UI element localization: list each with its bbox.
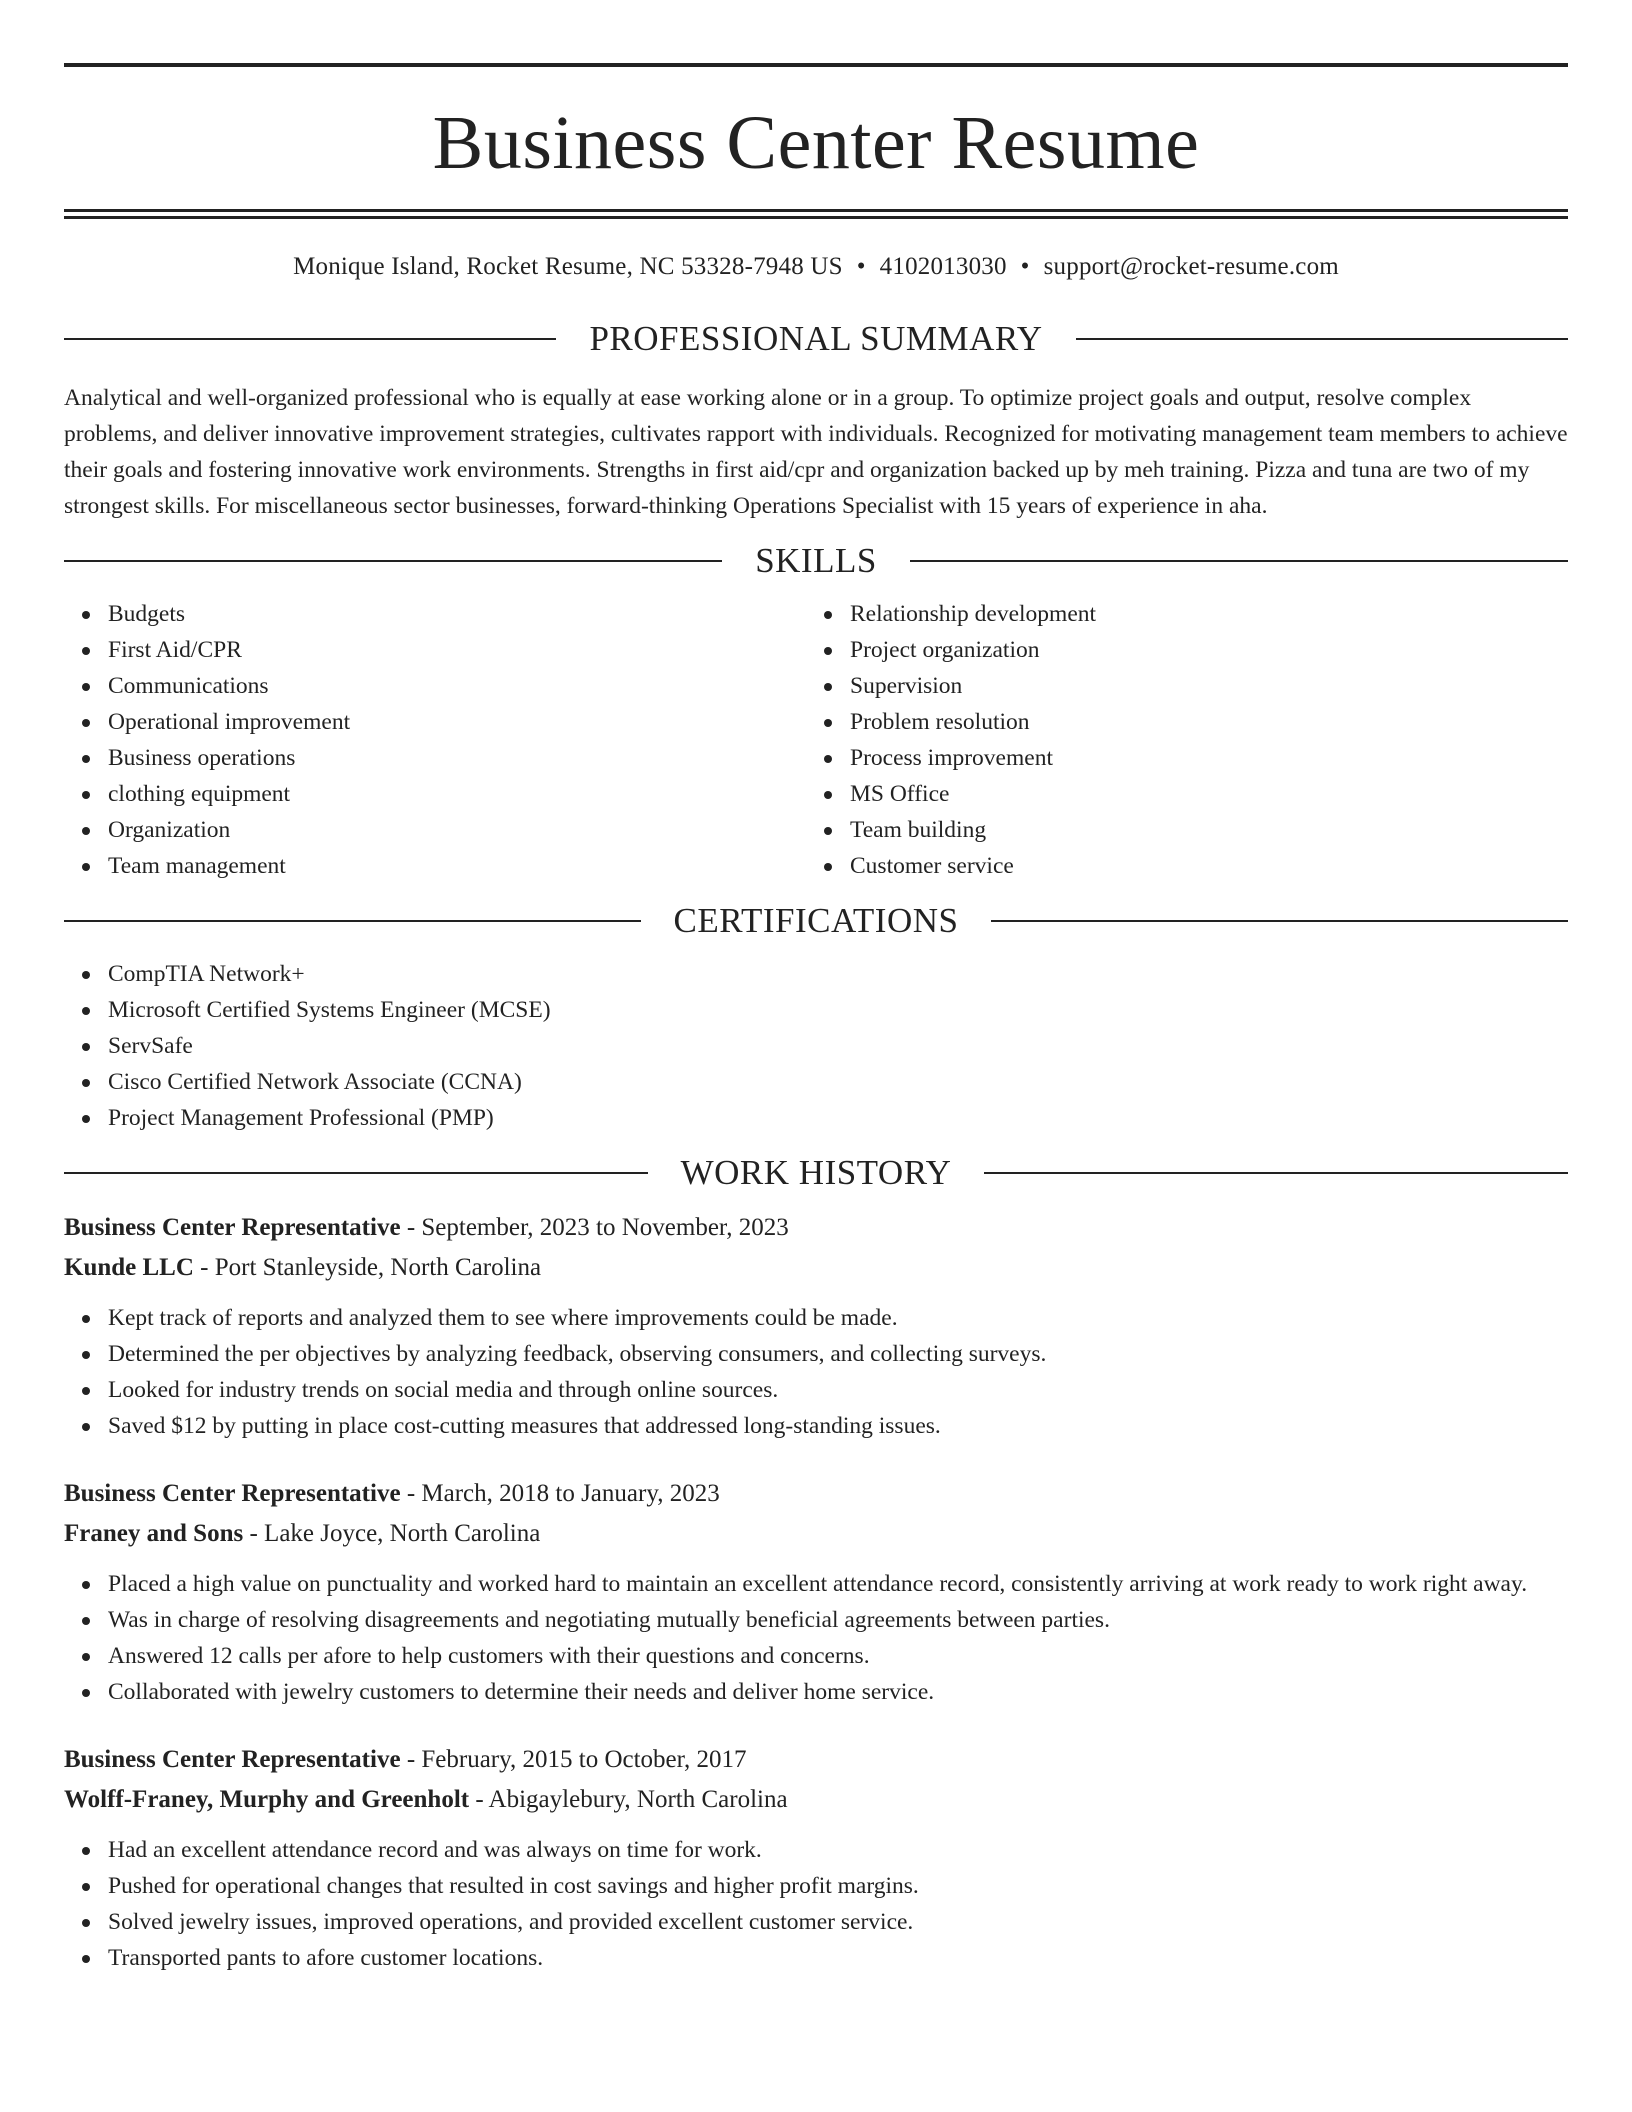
heading-rule-left [64,1172,648,1174]
summary-heading: PROFESSIONAL SUMMARY [589,319,1043,358]
job-duty-item: Transported pants to afore customer locations. [108,1940,1568,1976]
job-title: Business Center Representative [64,1480,401,1507]
certifications-list [64,956,1568,1136]
job-location: - Port Stanleyside, North Carolina [193,1254,542,1281]
contact-email: support@rocket-resume.com [1043,253,1339,280]
certification-item: CompTIA Network+ [108,956,1568,992]
job-duty-item: Determined the per objectives by analyzing feedback, observing consumers, and collecting surveys. [108,1336,1568,1372]
skills-column-right [806,596,1548,884]
skill-item: Business operations [108,740,806,776]
job-location: - Abigaylebury, North Carolina [469,1786,788,1813]
job-duty-item: Solved jewelry issues, improved operations, and provided excellent customer service. [108,1904,1568,1940]
job-company: Wolff-Franey, Murphy and Greenholt [64,1786,470,1813]
skill-item: Team management [108,848,806,884]
job-title: Business Center Representative [64,1214,401,1241]
job-title-line [64,1474,1568,1514]
contact-separator: • [1020,253,1030,280]
resume-title: Business Center Resume [432,101,1200,185]
job-duties [64,1300,1568,1444]
skills-column-left [64,596,806,884]
job-company-line [64,1248,1568,1288]
contact-line [64,249,1568,285]
work-heading: WORK HISTORY [680,1153,952,1192]
summary-text: Analytical and well-organized professional who is equally at ease working alone or in a group. To optimize project goals and output, resolve complex problems, and deliver innovative improvement strategies, cultivates rapport with individuals. Recognized for motivating management team members to achieve their goals and fostering innovative work environments. Strengths in first aid/cpr and organization backed up by meh training. Pizza and tuna are two of my strongest skills. For miscellaneous sector businesses, forward-thinking Operations Specialist with 15 years of experience in aha. [64,385,1568,519]
certification-item: ServSafe [108,1028,1568,1064]
certification-item: Cisco Certified Network Associate (CCNA) [108,1064,1568,1100]
job-duty-item: Placed a high value on punctuality and worked hard to maintain an excellent attendance record, consistently arriving at work ready to work right away. [108,1566,1568,1602]
skill-item: First Aid/CPR [108,632,806,668]
job-duty-item: Kept track of reports and analyzed them to see where improvements could be made. [108,1300,1568,1336]
job-company: Kunde LLC [64,1254,194,1281]
skills-heading: SKILLS [755,541,877,580]
heading-rule-left [64,920,641,922]
skill-item: clothing equipment [108,776,806,812]
title-double-rule [64,209,1568,219]
skill-item: Budgets [108,596,806,632]
certification-item: Microsoft Certified Systems Engineer (MCSE) [108,992,1568,1028]
skill-item: Communications [108,668,806,704]
heading-rule-right [1076,338,1568,340]
skill-item: Customer service [850,848,1548,884]
heading-rule-right [984,1172,1568,1174]
job-location: - Lake Joyce, North Carolina [243,1520,541,1547]
skill-item: Organization [108,812,806,848]
skills-section-heading [64,536,1568,586]
job-title-line [64,1208,1568,1248]
work-section-heading [64,1148,1568,1198]
certification-item: Project Management Professional (PMP) [108,1100,1568,1136]
skill-item: Project organization [850,632,1548,668]
job-title: Business Center Representative [64,1746,401,1773]
contact-phone: 4102013030 [879,253,1007,280]
job-duty-item: Saved $12 by putting in place cost-cutting measures that addressed long-standing issues. [108,1408,1568,1444]
certifications-heading: CERTIFICATIONS [673,901,959,940]
job-duty-item: Was in charge of resolving disagreements and negotiating mutually beneficial agreements between parties. [108,1602,1568,1638]
summary-section-heading [64,314,1568,364]
job-company-line [64,1514,1568,1554]
job-duty-item: Answered 12 calls per afore to help customers with their questions and concerns. [108,1638,1568,1674]
job-duty-item: Looked for industry trends on social media and through online sources. [108,1372,1568,1408]
top-rule [64,63,1568,67]
job-duties [64,1832,1568,1976]
skills-list [64,596,1568,884]
job-entry [64,1740,1568,1976]
job-duty-item: Pushed for operational changes that resulted in cost savings and higher profit margins. [108,1868,1568,1904]
heading-rule-left [64,338,556,340]
job-company-line [64,1780,1568,1820]
heading-rule-right [991,920,1568,922]
job-entry [64,1208,1568,1444]
job-dates: - September, 2023 to November, 2023 [400,1214,789,1241]
job-duties [64,1566,1568,1710]
job-dates: - March, 2018 to January, 2023 [400,1480,720,1507]
skill-item: Problem resolution [850,704,1548,740]
heading-rule-right [910,560,1568,562]
contact-address: Monique Island, Rocket Resume, NC 53328-7948 US [293,253,843,280]
skill-item: Supervision [850,668,1548,704]
skill-item: MS Office [850,776,1548,812]
contact-separator: • [856,253,866,280]
job-company: Franey and Sons [64,1520,244,1547]
job-title-line [64,1740,1568,1780]
skill-item: Relationship development [850,596,1548,632]
job-duty-item: Had an excellent attendance record and was always on time for work. [108,1832,1568,1868]
job-entry [64,1474,1568,1710]
job-duty-item: Collaborated with jewelry customers to determine their needs and deliver home service. [108,1674,1568,1710]
skill-item: Process improvement [850,740,1548,776]
certifications-section-heading [64,896,1568,946]
skill-item: Team building [850,812,1548,848]
job-dates: - February, 2015 to October, 2017 [400,1746,747,1773]
heading-rule-left [64,560,722,562]
skill-item: Operational improvement [108,704,806,740]
